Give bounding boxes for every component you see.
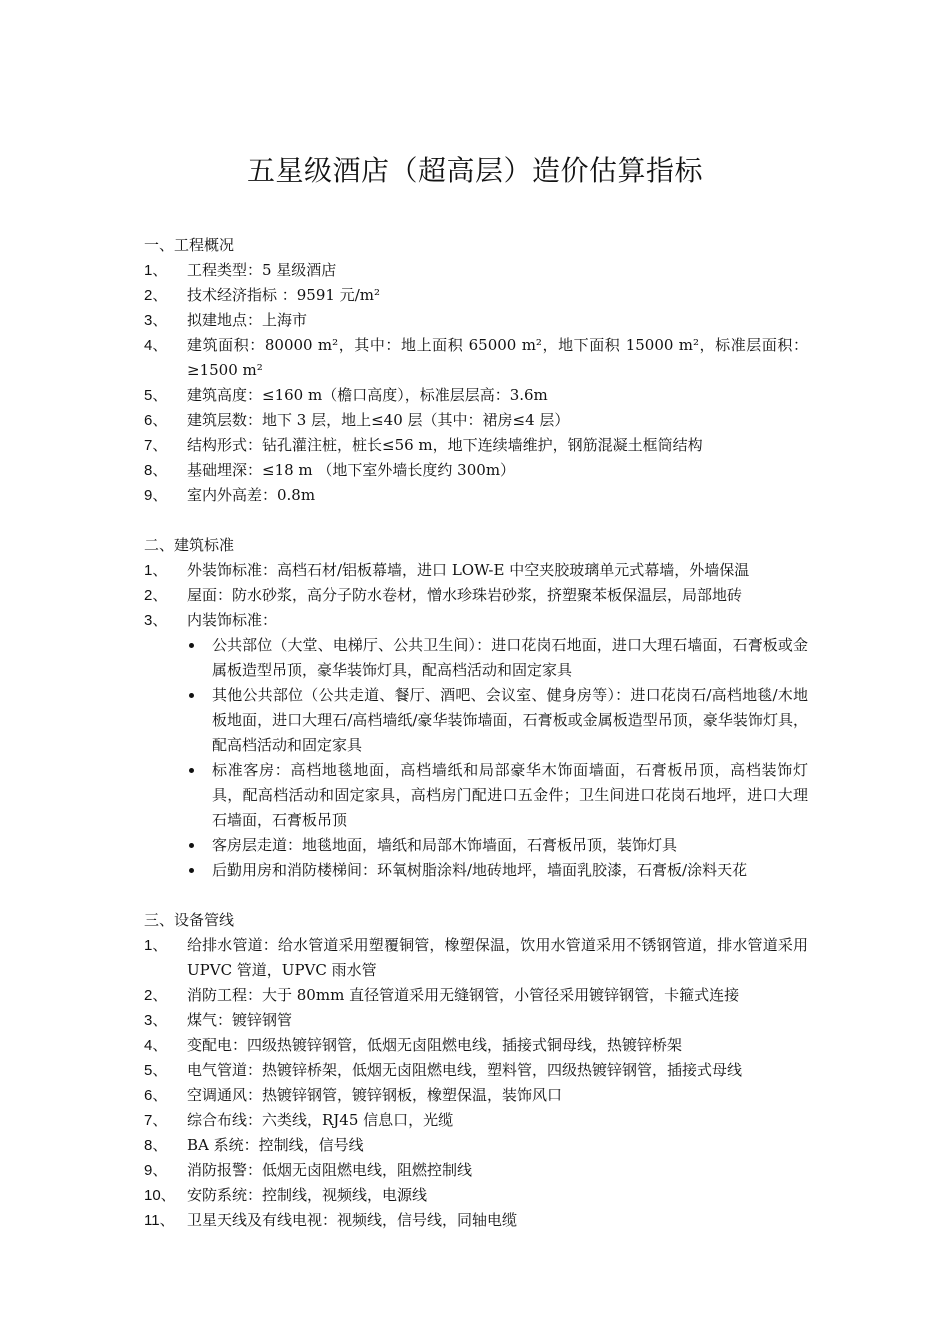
- item-text: 室内外高差：0.8m: [187, 486, 316, 504]
- section-equipment-piping: [144, 908, 808, 1233]
- item-number: 6、: [144, 412, 168, 429]
- item-text: 给排水管道：给水管道采用塑覆铜管，橡塑保温，饮用水管道采用不锈钢管道，排水管道采用 UPVC 管道，UPVC 雨水管: [187, 936, 808, 979]
- item-number: 3、: [144, 612, 168, 629]
- item-text: 安防系统：控制线，视频线，电源线: [187, 1186, 428, 1204]
- list-item: [144, 433, 808, 458]
- list-item: [144, 583, 808, 608]
- item-number: 7、: [144, 1112, 168, 1129]
- section-heading: 二、建筑标准: [144, 536, 235, 554]
- item-number: 1、: [144, 262, 168, 279]
- item-text: 消防报警：低烟无卤阻燃电线，阻燃控制线: [187, 1161, 473, 1179]
- item-text: 卫星天线及有线电视：视频线，信号线，同轴电缆: [187, 1211, 518, 1229]
- list-item: [144, 1208, 808, 1233]
- item-number: 10、: [144, 1187, 176, 1204]
- list-item: [144, 283, 808, 308]
- item-number: 3、: [144, 312, 168, 329]
- item-number: 5、: [144, 387, 168, 404]
- section-heading: 三、设备管线: [144, 911, 235, 929]
- bullet-text: 公共部位（大堂、电梯厅、公共卫生间）：进口花岗石地面，进口大理石墙面，石膏板或金属板造型吊顶，豪华装饰灯具，配高档活动和固定家具: [212, 636, 808, 679]
- list-item: [144, 608, 808, 633]
- document-body: [144, 233, 808, 1258]
- bullet-text: 其他公共部位（公共走道、餐厅、酒吧、会议室、健身房等）：进口花岗石/高档地毯/木地板地面，进口大理石/高档墙纸/豪华装饰墙面，石膏板或金属板造型吊顶，豪华装饰灯具，配高档活动和固定家具: [212, 686, 808, 754]
- bullet-item: [187, 683, 808, 758]
- bullet-dot-icon: [187, 858, 212, 883]
- list-item: [144, 1108, 808, 1133]
- item-text: 电气管道：热镀锌桥架，低烟无卤阻燃电线，塑料管，四级热镀锌钢管，插接式母线: [187, 1061, 743, 1079]
- item-text: 变配电：四级热镀锌钢管，低烟无卤阻燃电线，插接式铜母线，热镀锌桥架: [187, 1036, 683, 1054]
- list-item: [144, 333, 808, 383]
- list-item: [144, 1133, 808, 1158]
- bullet-text: 客房层走道：地毯地面，墙纸和局部木饰墙面，石膏板吊顶，装饰灯具: [212, 836, 678, 854]
- item-text: 外装饰标准：高档石材/铝板幕墙，进口 LOW-E 中空夹胶玻璃单元式幕墙，外墙保温: [187, 561, 750, 579]
- item-text: 建筑层数：地下 3 层，地上≤40 层（其中：裙房≤4 层）: [187, 411, 570, 429]
- list-item: [144, 408, 808, 433]
- item-text: 技术经济指标 ：9591 元/m²: [187, 286, 381, 304]
- list-item: [144, 933, 808, 983]
- item-number: 8、: [144, 462, 168, 479]
- item-number: 5、: [144, 1062, 168, 1079]
- item-number: 3、: [144, 1012, 168, 1029]
- section-building-standards: [144, 533, 808, 883]
- item-number: 4、: [144, 337, 168, 354]
- list-item: [144, 483, 808, 508]
- item-number: 4、: [144, 1037, 168, 1054]
- item-text: 工程类型：5 星级酒店: [187, 261, 337, 279]
- item-number: 6、: [144, 1087, 168, 1104]
- item-text: 基础埋深：≤18 m （地下室外墙长度约 300m）: [187, 461, 516, 479]
- item-text: 空调通风：热镀锌钢管，镀锌钢板，橡塑保温，装饰风口: [187, 1086, 563, 1104]
- bullet-text: 标准客房：高档地毯地面，高档墙纸和局部豪华木饰面墙面，石膏板吊顶，高档装饰灯具，配高档活动和固定家具，高档房门配进口五金件；卫生间进口花岗石地坪，进口大理石墙面，石膏板吊顶: [212, 761, 808, 829]
- item-text: 建筑面积：80000 m²，其中：地上面积 65000 m²，地下面积 15000 m²，标准层面积：≥1500 m²: [187, 336, 808, 379]
- item-number: 9、: [144, 1162, 168, 1179]
- bullet-item: [187, 633, 808, 683]
- item-text: 内装饰标准：: [187, 611, 278, 629]
- item-number: 8、: [144, 1137, 168, 1154]
- bullet-list: [144, 633, 808, 883]
- item-number: 11、: [144, 1212, 175, 1229]
- item-text: 拟建地点：上海市: [187, 311, 308, 329]
- item-text: 建筑高度：≤160 m（檐口高度），标准层层高：3.6m: [187, 386, 548, 404]
- list-item: [144, 1083, 808, 1108]
- list-item: [144, 1058, 808, 1083]
- bullet-item: [187, 758, 808, 833]
- bullet-dot-icon: [187, 633, 212, 658]
- section-project-overview: [144, 233, 808, 508]
- list-item: [144, 383, 808, 408]
- bullet-item: [187, 833, 808, 858]
- section-heading: 一、工程概况: [144, 236, 235, 254]
- list-item: [144, 458, 808, 483]
- bullet-dot-icon: [187, 758, 212, 783]
- item-number: 2、: [144, 987, 168, 1004]
- item-text: 屋面：防水砂浆，高分子防水卷材，憎水珍珠岩砂浆，挤塑聚苯板保温层，局部地砖: [187, 586, 743, 604]
- item-number: 2、: [144, 587, 168, 604]
- list-item: [144, 1183, 808, 1208]
- item-text: 煤气：镀锌钢管: [187, 1011, 293, 1029]
- bullet-item: [187, 858, 808, 883]
- document-title: 五星级酒店（超高层）造价估算指标: [246, 153, 703, 187]
- list-item: [144, 983, 808, 1008]
- list-item: [144, 1008, 808, 1033]
- item-text: 消防工程：大于 80mm 直径管道采用无缝钢管，小管径采用镀锌钢管，卡箍式连接: [187, 986, 740, 1004]
- item-number: 2、: [144, 287, 168, 304]
- list-item: [144, 1033, 808, 1058]
- bullet-dot-icon: [187, 683, 212, 708]
- item-number: 7、: [144, 437, 168, 454]
- bullet-dot-icon: [187, 833, 212, 858]
- item-number: 1、: [144, 937, 168, 954]
- list-item: [144, 258, 808, 283]
- list-item: [144, 558, 808, 583]
- item-number: 9、: [144, 487, 168, 504]
- item-text: 综合布线：六类线，RJ45 信息口，光缆: [187, 1111, 454, 1129]
- item-text: 结构形式：钻孔灌注桩，桩长≤56 m，地下连续墙维护，钢筋混凝土框筒结构: [187, 436, 703, 454]
- list-item: [144, 1158, 808, 1183]
- item-text: BA 系统：控制线，信号线: [187, 1136, 364, 1154]
- bullet-text: 后勤用房和消防楼梯间：环氧树脂涂料/地砖地坪，墙面乳胶漆，石膏板/涂料天花: [212, 861, 748, 879]
- list-item: [144, 308, 808, 333]
- item-number: 1、: [144, 562, 168, 579]
